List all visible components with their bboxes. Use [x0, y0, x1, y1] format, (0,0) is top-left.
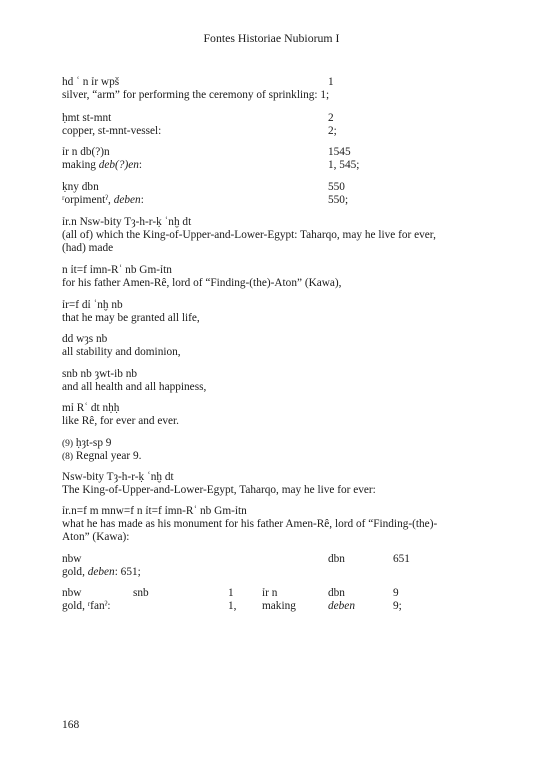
transliteration-line: ỉr=f dỉ ʿnḫ nb — [62, 299, 123, 311]
transliteration-cell: nbw — [62, 587, 82, 599]
transliteration-line: (9) ḥȝt-sp 9 — [62, 437, 112, 449]
quantity: 1545 — [328, 146, 351, 158]
translation-line: all stability and dominion, — [62, 346, 181, 358]
translation-line: copper, st-mnt-vessel: — [62, 125, 162, 137]
quantity: 2; — [328, 125, 337, 137]
translation-line: (all of) which the King-of-Upper-and-Lower-Egypt: Taharqo, may he live for ever, — [62, 229, 436, 241]
translation-line: what he has made as his monument for his father Amen-Rê, lord of “Finding-(the)- — [62, 518, 438, 530]
transliteration-line: mỉ Rʿ dt nḥḥ — [62, 402, 120, 414]
translation-line: (had) made — [62, 242, 114, 254]
transliteration-cell: 1 — [228, 587, 234, 599]
translation-line: making deb(?)en: — [62, 159, 143, 171]
transliteration-line: ḥmt st-mnt — [62, 112, 112, 124]
transliteration-line: Nsw-bity Tȝ-h-r-ḳ ʿnḫ dt — [62, 471, 174, 483]
translation-line: like Rê, for ever and ever. — [62, 415, 179, 427]
unit: dbn — [328, 553, 345, 565]
page-number: 168 — [62, 719, 80, 731]
quantity: 550; — [328, 194, 349, 206]
quantity: 1 — [328, 76, 334, 88]
transliteration-line: snb nb ȝwt-ib nb — [62, 368, 138, 380]
translation-line: gold, deben: 651; — [62, 566, 141, 578]
quantity: 2 — [328, 112, 334, 124]
transliteration-cell: snb — [133, 587, 149, 599]
translation-line: The King-of-Upper-and-Lower-Egypt, Taharqo, may he live for ever: — [62, 484, 376, 496]
translation-line: for his father Amen-Rê, lord of “Finding-(the)-Aton” (Kawa), — [62, 277, 342, 289]
translation-cell: 9; — [393, 600, 402, 612]
translation-cell: 1, — [228, 600, 237, 612]
quantity: 1, 545; — [328, 159, 360, 171]
translation-line: and all health and all happiness, — [62, 381, 207, 393]
quantity: 550 — [328, 181, 345, 193]
transliteration-line: ỉr.n Nsw-bity Tȝ-h-r-ḳ ʿnḫ dt — [62, 216, 192, 228]
transliteration-line: hd ʿ n ỉr wpš — [62, 76, 120, 88]
transliteration-line: ỉr.n=f m mnw=f n ỉt=f ỉmn-Rʿ nb Gm-ỉtn — [62, 505, 247, 517]
translation-line: ʳorpimentˀ, deben: — [62, 194, 144, 206]
translation-line: silver, “arm” for performing the ceremony of sprinkling: 1; — [62, 89, 330, 101]
transliteration-line: dd wȝs nb — [62, 333, 108, 345]
translation-line: Aton” (Kawa): — [62, 531, 130, 543]
transliteration-cell: 9 — [393, 587, 399, 599]
transliteration-line: ḳny dbn — [62, 181, 99, 193]
transliteration-line: nbw — [62, 553, 82, 565]
translation-line: that he may be granted all life, — [62, 312, 200, 324]
transliteration-line: ỉr n db(?)n — [62, 146, 110, 158]
translation-cell: making — [262, 600, 296, 612]
quantity: 651 — [393, 553, 410, 565]
translation-cell: gold, ʳfanˀ: — [62, 600, 111, 612]
translation-line: (8) Regnal year 9. — [62, 450, 142, 462]
running-header: Fontes Historiae Nubiorum I — [203, 31, 340, 45]
transliteration-cell: ỉr n — [262, 587, 278, 599]
translation-cell: deben — [328, 600, 355, 612]
transliteration-line: n ỉt=f ỉmn-Rʿ nb Gm-ỉtn — [62, 264, 172, 276]
transliteration-cell: dbn — [328, 587, 345, 599]
